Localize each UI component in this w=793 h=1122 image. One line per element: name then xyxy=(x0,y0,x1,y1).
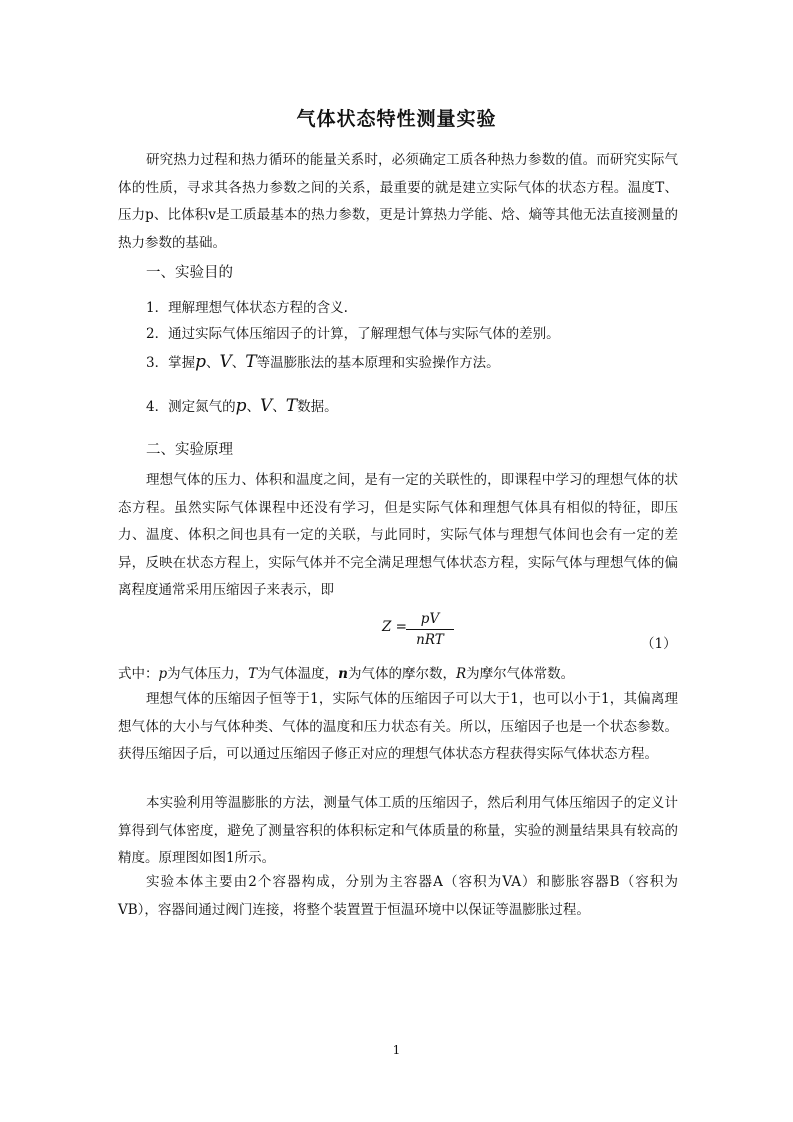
var-v: V xyxy=(219,352,232,372)
r-description: 为摩尔气体常数。 xyxy=(466,666,575,682)
intro-paragraph: 研究热力过程和热力循环的能量关系时，必须确定工质各种热力参数的值。而研究实际气体的性质，寻求其各热力参数之间的关系，最重要的就是建立实际气体的状态方程。温度T、压力p、比体积v是工质最基本的热力参数，更是计算热力学能、焓、熵等其他无法直接测量的热力参数的基础。 xyxy=(118,152,678,251)
objective-item-2: 2．通过实际气体压缩因子的计算，了解理想气体与实际气体的差别。 xyxy=(146,326,560,342)
var-r: R xyxy=(456,666,467,682)
var-p: p xyxy=(158,666,168,682)
formula-explanation xyxy=(118,662,574,682)
page-title: 气体状态特性测量实验 xyxy=(296,108,497,130)
p-description: 为气体压力， xyxy=(167,666,249,682)
principle-paragraph-3: 本实验利用等温膨胀的方法，测量气体工质的压缩因子，然后利用气体压缩因子的定义计算得到气体密度，避免了测量容积的体积标定和气体质量的称量，实验的测量结果具有较高的精度。原理图如图1所示。 xyxy=(118,795,678,866)
formula-fraction xyxy=(406,610,454,649)
objective-item-4 xyxy=(146,395,338,416)
fraction-bar xyxy=(406,629,454,630)
var-n: n xyxy=(338,666,348,682)
principle-paragraph-2: 理想气体的压缩因子恒等于1，实际气体的压缩因子可以大于1，也可以小于1，其偏离理想气体的大小与气体种类、气体的温度和压力状态有关。所以，压缩因子也是一个状态参数。获得压缩因子后，可以通过压缩因子修正对应的理想气体状态方程获得实际气体状态方程。 xyxy=(118,691,678,762)
section-heading-principle: 二、实验原理 xyxy=(146,442,233,458)
explanation-prefix: 式中： xyxy=(118,666,159,682)
formula-numerator: pV xyxy=(420,611,440,627)
n-description: 为气体的摩尔数， xyxy=(348,666,456,682)
t-description: 为气体温度， xyxy=(257,666,339,682)
separator: 、 xyxy=(231,355,246,371)
var-t: T xyxy=(245,352,257,372)
var-p: p xyxy=(195,352,206,372)
objective-3-suffix: 等温膨胀法的基本原理和实验操作方法。 xyxy=(256,355,500,371)
var-p: p xyxy=(235,396,247,416)
separator: 、 xyxy=(272,399,286,415)
formula-lhs: Z = xyxy=(382,619,407,635)
section-heading-objectives: 一、实验目的 xyxy=(146,265,233,281)
principle-paragraph-4: 实验本体主要由2个容器构成，分别为主容器A（容积为VA）和膨胀容器B（容积为VB），容器间通过阀门连接，将整个装置置于恒温环境中以保证等温膨胀过程。 xyxy=(118,874,678,918)
objective-3-prefix: 3．掌握 xyxy=(146,355,196,371)
objective-4-suffix: 数据。 xyxy=(297,399,338,415)
principle-paragraph-1: 理想气体的压力、体积和温度之间，是有一定的关联性的，即课程中学习的理想气体的状态方程。虽然实际气体课程中还没有学习，但是实际气体和理想气体具有相似的特征，即压力、温度、体积之间也具有一定的关联，与此同时，实际气体与理想气体间也会有一定的差异，反映在状态方程上，实际气体并不完全满足理想气体状态方程，实际气体与理想气体的偏离程度通常采用压缩因子来表示，即 xyxy=(118,472,678,598)
var-t: T xyxy=(248,666,258,682)
separator: 、 xyxy=(246,399,260,415)
var-v: V xyxy=(259,396,273,416)
formula-denominator: nRT xyxy=(416,632,444,648)
page-number: 1 xyxy=(392,1043,401,1057)
objective-item-3 xyxy=(146,351,500,372)
objective-4-prefix: 4．测定氮气的 xyxy=(146,399,236,415)
objective-item-1: 1．理解理想气体状态方程的含义. xyxy=(146,300,348,316)
equation-number: （1） xyxy=(641,636,677,652)
separator: 、 xyxy=(205,355,220,371)
var-t: T xyxy=(285,396,298,416)
